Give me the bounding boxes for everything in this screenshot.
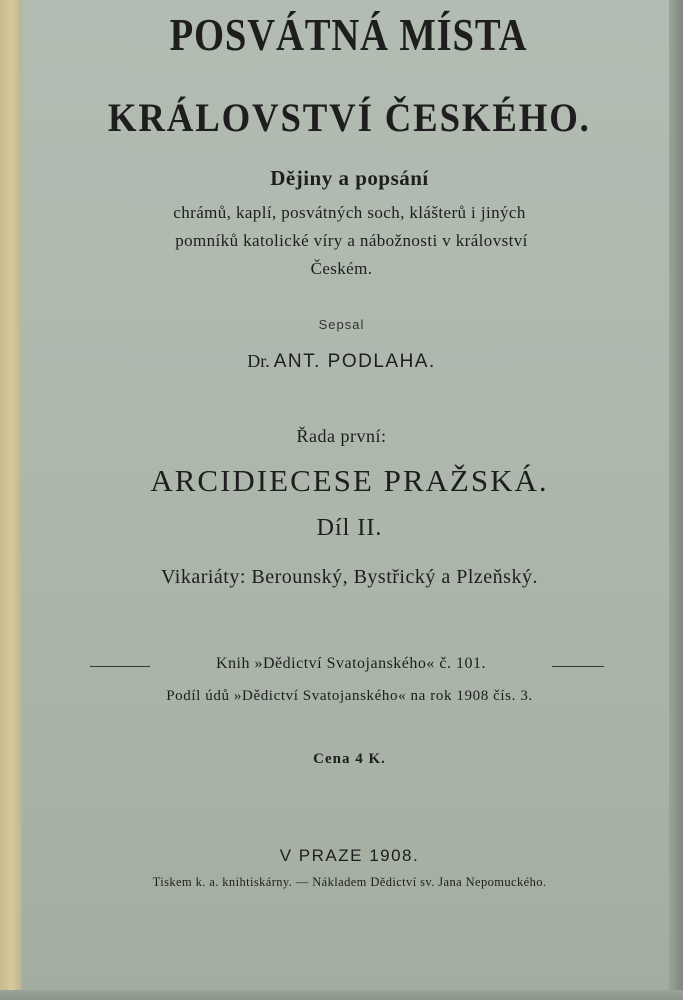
description-line-2: pomníků katolické víry a nábožnosti v království: [175, 231, 528, 250]
series-title: ARCIDIECESE PRAŽSKÁ.: [150, 463, 549, 498]
author-name: ANT. PODLAHA.: [273, 351, 436, 372]
price: Cena 4 K.: [313, 751, 386, 767]
place-year: V PRAZE 1908.: [279, 846, 420, 865]
author: [0, 351, 683, 373]
page-bottom-edge: [0, 990, 683, 1000]
subtitle: Dějiny a popsání: [270, 166, 429, 190]
vicariates: Vikariáty: Berounský, Bystřický a Plzeňský.: [161, 566, 538, 588]
volume-label: Díl II.: [316, 515, 383, 541]
book-number: Knih »Dědictví Svatojanského« č. 101.: [215, 655, 486, 672]
description-line-1: chrámů, kaplí, posvátných soch, klášterů i jiných: [173, 203, 526, 222]
description-line-3: Českém.: [310, 259, 373, 278]
author-prefix: Dr.: [247, 351, 270, 371]
book-number-row: [0, 655, 683, 679]
rule-right: [552, 666, 604, 667]
title-line-2: KRÁLOVSTVÍ ČESKÉHO.: [107, 95, 591, 140]
imprint: Tiskem k. a. knihtiskárny. — Nákladem Dědictví sv. Jana Nepomuckého.: [152, 875, 547, 889]
series-label: Řada první:: [296, 426, 387, 446]
sepsal-label: Sepsal: [318, 317, 365, 332]
rule-left: [90, 666, 150, 667]
title-line-1: POSVÁTNÁ MÍSTA: [169, 9, 528, 60]
member-share: Podíl údů »Dědictví Svatojanského« na rok 1908 čís. 3.: [166, 688, 533, 704]
